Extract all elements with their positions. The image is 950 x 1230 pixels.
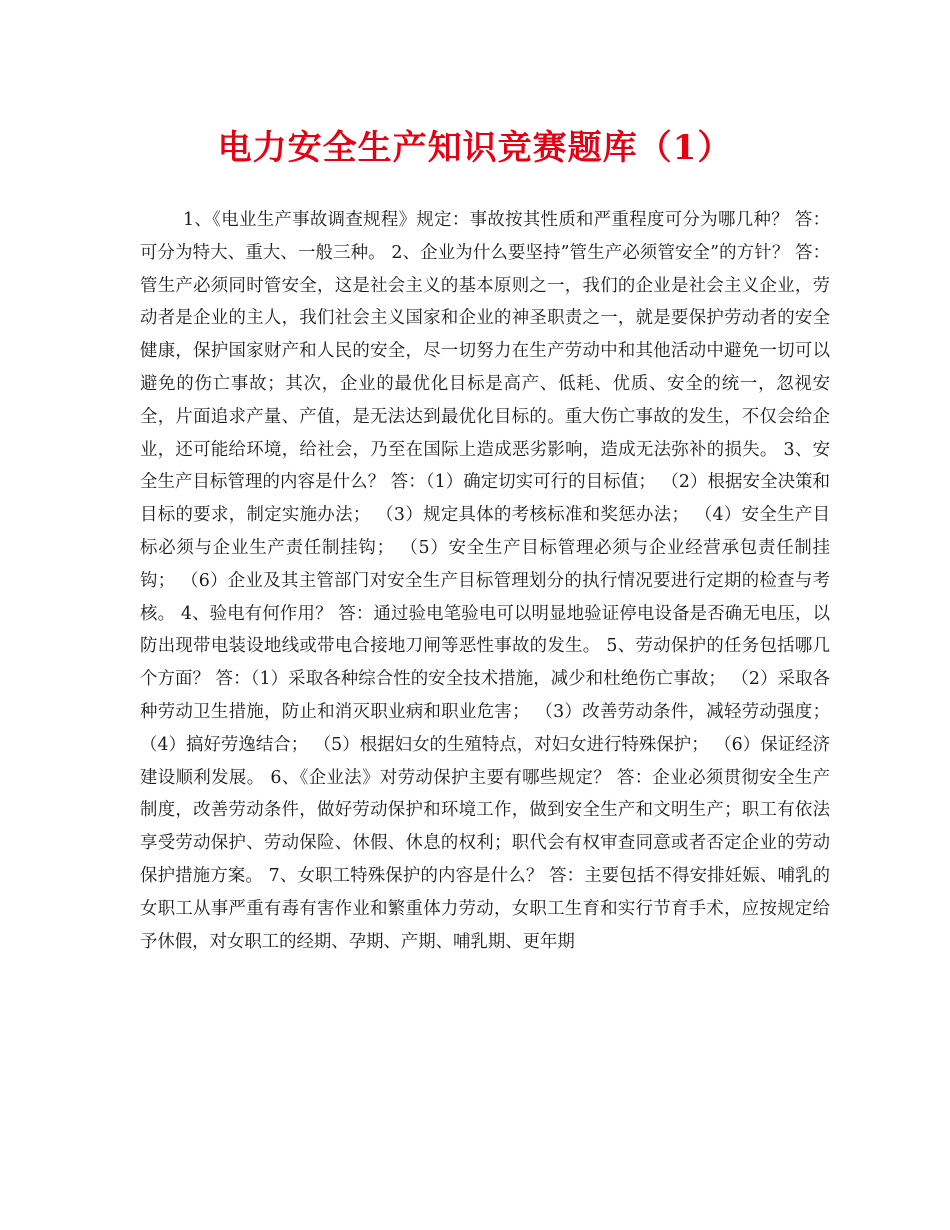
document-title: 电力安全生产知识竞赛题库（1）: [217, 128, 733, 168]
document-body: 1、《电业生产事故调查规程》规定：事故按其性质和严重程度可分为哪几种？ 答：可分为特大、重大、一般三种。 2、企业为什么要坚持”管生产必须管安全”的方针？ 答：管生产必须同时管安全，这是社会主义的基本原则之一，我们的企业是社会主义企业，劳动者是企业的主人，我们社会主义国家和企业的神圣职责之一，就是要保护劳动者的安全健康，保护国家财产和人民的安全，尽一切努力在生产劳动中和其他活动中避免一切可以避免的伤亡事故；其次，企业的最优化目标是高产、低耗、优质、安全的统一，忽视安全，片面追求产量、产值，是无法达到最优化目标的。重大伤亡事故的发生，不仅会给企业，还可能给环境，给社会，乃至在国际上造成恶劣影响，造成无法弥补的损失。 3、安全生产目标管理的内容是什么？ 答：（1）确定切实可行的目标值； （2）根据安全决策和目标的要求，制定实施办法； （3）规定具体的考核标准和奖惩办法； （4）安全生产目标必须与企业生产责任制挂钩； （5）安全生产目标管理必须与企业经营承包责任制挂钩； （6）企业及其主管部门对安全生产目标管理划分的执行情况要进行定期的检查与考核。 4、验电有何作用？ 答：通过验电笔验电可以明显地验证停电设备是否确无电压，以防出现带电装设地线或带电合接地刀闸等恶性事故的发生。 5、劳动保护的任务包括哪几个方面？ 答：（1）采取各种综合性的安全技术措施，减少和杜绝伤亡事故； （2）采取各种劳动卫生措施，防止和消灭职业病和职业危害； （3）改善劳动条件，减轻劳动强度； （4）搞好劳逸结合； （5）根据妇女的生殖特点，对妇女进行特殊保护； （6）保证经济建设顺利发展。 6、《企业法》对劳动保护主要有哪些规定？ 答：企业必须贯彻安全生产制度，改善劳动条件，做好劳动保护和环境工作，做到安全生产和文明生产；职工有依法享受劳动保护、劳动保险、休假、休息的权利；职代会有权审查同意或者否定企业的劳动保护措施方案。 7、女职工特殊保护的内容是什么？ 答：主要包括不得安排妊娠、哺乳的女职工从事严重有毒有害作业和繁重体力劳动，女职工生育和实行节育手术，应按规定给予休假，对女职工的经期、孕期、产期、哺乳期、更年期: [140, 210, 830, 952]
